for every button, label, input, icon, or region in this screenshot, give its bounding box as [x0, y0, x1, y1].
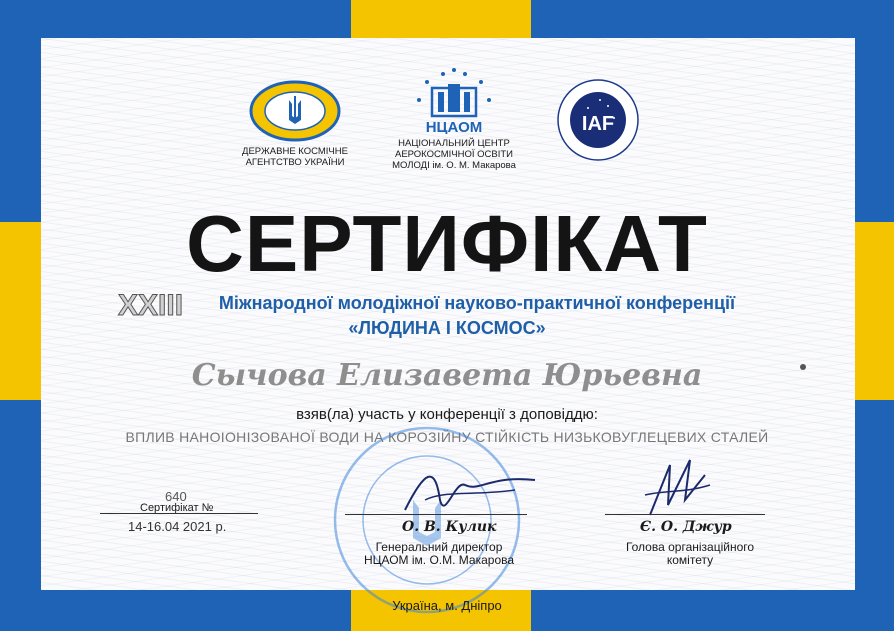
signature-1-role-line1: Генеральний директор [375, 540, 503, 554]
conference-number: XXIII [118, 289, 184, 322]
signature-1-scribble-icon [395, 460, 545, 520]
iaf-emblem-icon [556, 78, 640, 162]
certificate-number-label: Сертифікат № [140, 502, 214, 514]
iaf-logo [553, 78, 643, 166]
ntsaom-line3: МОЛОДІ ім. О. М. Макарова [392, 160, 516, 171]
ntsaom-abbr: НЦАОМ [425, 119, 483, 134]
signature-2-role [605, 541, 775, 567]
iaf-abbr: IAF [581, 113, 615, 135]
ntsaom-emblem-icon [399, 66, 509, 134]
certificate-title: СЕРТИФІКАТ [186, 199, 708, 288]
conference-line1: Міжнародної молодіжної науково-практичної конференції [218, 293, 736, 313]
ntsaom-line1: НАЦІОНАЛЬНИЙ ЦЕНТР [398, 138, 510, 149]
signature-2-role-line1: Голова організаційного [625, 540, 755, 554]
signature-2-role-line2: комітету [666, 553, 714, 567]
signature-2-name: Є. О. Джур [640, 519, 732, 535]
participation-text: взяв(ла) участь у конференції з доповіддю: [296, 406, 598, 423]
location: Україна, м. Дніпро [392, 598, 502, 613]
certificate-number-line [100, 513, 258, 514]
frame-yellow-top [351, 0, 531, 38]
participant-name: Сычова Елизавета Юрьевна [191, 358, 703, 393]
ntsaom-line2: АЕРОКОСМІЧНОЇ ОСВІТИ [394, 149, 514, 160]
ssau-logo [236, 80, 354, 168]
certificate-number-value: 640 [165, 489, 187, 504]
ntsaom-logo [383, 66, 525, 171]
signature-1-line [345, 514, 527, 515]
signature-1-role-line2: НЦАОМ ім. О.М. Макарова [363, 553, 515, 567]
ssau-line1: ДЕРЖАВНЕ КОСМІЧНЕ [242, 146, 348, 157]
report-topic: ВПЛИВ НАНОІОНІЗОВАНОЇ ВОДИ НА КОРОЗІЙНУ СТІЙКІСТЬ НИЗЬКОВУГЛЕЦЕВИХ СТАЛЕЙ [125, 429, 769, 445]
signature-1-role [345, 541, 533, 567]
signature-2-line [605, 514, 765, 515]
ssau-line2: АГЕНТСТВО УКРАЇНИ [245, 157, 345, 168]
signature-1-name: О. В. Кулик [402, 519, 497, 535]
conference-dates: 14-16.04 2021 р. [128, 519, 227, 534]
state-space-agency-emblem-icon [249, 80, 341, 142]
conference-line2: «ЛЮДИНА І КОСМОС» [348, 318, 546, 338]
stray-dot [800, 364, 806, 370]
